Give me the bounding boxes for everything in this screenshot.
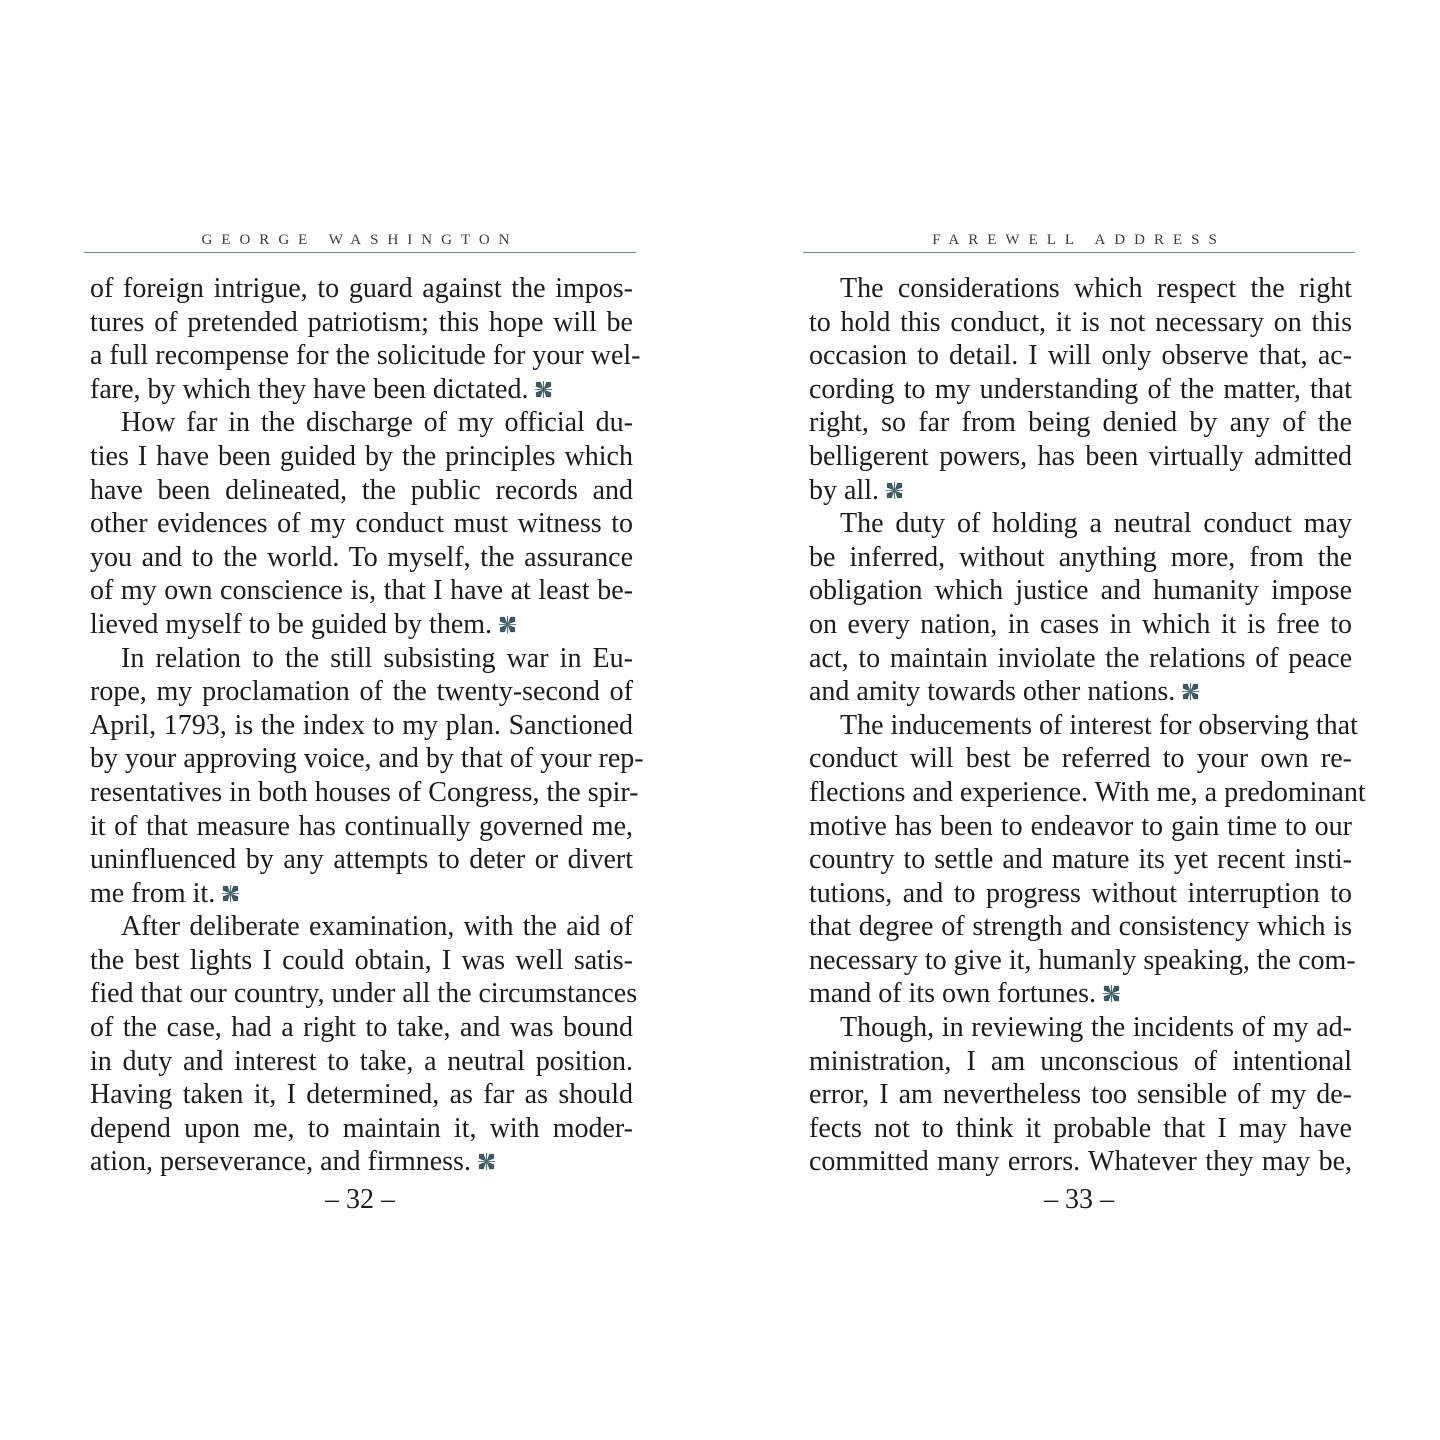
text-line: by all. bbox=[809, 474, 879, 506]
paragraph-end-line bbox=[809, 474, 1352, 508]
text-line: uninfluenced by any attempts to deter or divert bbox=[90, 844, 633, 876]
text-line: of the case, had a right to take, and was bound bbox=[90, 1012, 633, 1044]
text-line: tures of pretended patriotism; this hope will be bbox=[90, 306, 633, 338]
text-line: conduct will best be referred to your own re- bbox=[809, 743, 1352, 775]
text-line: of foreign intrigue, to guard against the impos- bbox=[90, 273, 633, 304]
text-line: other evidences of my conduct must witness to bbox=[90, 508, 633, 540]
text-line: After deliberate examination, with the aid of bbox=[121, 911, 633, 943]
paragraph-end-line bbox=[90, 1145, 633, 1179]
text-line: of my own conscience is, that I have at least be- bbox=[90, 575, 633, 607]
text-line: occasion to detail. I will only observe that, ac- bbox=[809, 340, 1352, 372]
right-page-body bbox=[803, 272, 1366, 1179]
text-line: fied that our country, under all the circumstances bbox=[90, 978, 638, 1010]
fleuron-icon bbox=[885, 481, 904, 500]
text-line: to hold this conduct, it is not necessary on this bbox=[809, 306, 1352, 338]
paragraph-end-line bbox=[809, 675, 1352, 709]
paragraph-end-line bbox=[90, 373, 633, 407]
text-line: by your approving voice, and by that of your rep- bbox=[90, 743, 644, 775]
page-number-left: – 32 – bbox=[325, 1184, 395, 1216]
text-line: ministration, I am unconscious of intentional bbox=[809, 1045, 1352, 1077]
text-line: be inferred, without anything more, from the bbox=[809, 541, 1352, 573]
text-line: The duty of holding a neutral conduct may bbox=[840, 508, 1352, 540]
running-head-right: FAREWELL ADDRESS bbox=[803, 228, 1355, 253]
text-line: motive has been to endeavor to gain time to our bbox=[809, 810, 1352, 842]
fleuron-icon bbox=[1102, 984, 1121, 1003]
text-line: tutions, and to progress without interruption to bbox=[809, 877, 1352, 909]
text-line: and amity towards other nations. bbox=[809, 676, 1176, 708]
text-line: committed many errors. Whatever they may be, bbox=[809, 1146, 1352, 1178]
text-line: fare, by which they have been dictated. bbox=[90, 373, 529, 405]
paragraph-end-line bbox=[809, 977, 1352, 1011]
fleuron-icon bbox=[477, 1152, 496, 1171]
text-line: belligerent powers, has been virtually admitted bbox=[809, 440, 1352, 472]
text-line: How far in the discharge of my official du- bbox=[121, 407, 633, 439]
text-line: ation, perseverance, and firmness. bbox=[90, 1146, 471, 1178]
text-line: a full recompense for the solicitude for your wel- bbox=[90, 340, 641, 372]
text-line: Having taken it, I determined, as far as should bbox=[90, 1079, 633, 1111]
text-line: The considerations which respect the right bbox=[840, 273, 1352, 304]
text-line: fects not to think it probable that I may have bbox=[809, 1112, 1352, 1144]
fleuron-icon bbox=[534, 380, 553, 399]
running-head-left: GEORGE WASHINGTON bbox=[84, 228, 636, 253]
text-line: the best lights I could obtain, I was well satis- bbox=[90, 944, 633, 976]
text-line: In relation to the still subsisting war in Eu- bbox=[121, 642, 633, 674]
paragraph-end-line bbox=[90, 608, 633, 642]
right-page bbox=[803, 228, 1366, 1217]
left-page bbox=[84, 228, 644, 1217]
text-line: on every nation, in cases in which it is free to bbox=[809, 608, 1352, 640]
text-line: error, I am nevertheless too sensible of my de- bbox=[809, 1079, 1352, 1111]
text-line: lieved myself to be guided by them. bbox=[90, 608, 493, 640]
paragraph-end-line bbox=[90, 877, 633, 911]
text-line: in duty and interest to take, a neutral position. bbox=[90, 1045, 633, 1077]
text-line: Though, in reviewing the incidents of my ad- bbox=[840, 1012, 1352, 1044]
text-line: rope, my proclamation of the twenty-second of bbox=[90, 676, 633, 708]
text-line: ties I have been guided by the principles which bbox=[90, 440, 633, 472]
text-line: The inducements of interest for observing that bbox=[840, 709, 1358, 741]
text-line: me from it. bbox=[90, 877, 216, 909]
text-line: April, 1793, is the index to my plan. Sanctioned bbox=[90, 709, 633, 741]
text-line: that degree of strength and consistency which is bbox=[809, 911, 1352, 943]
text-line: you and to the world. To myself, the assurance bbox=[90, 541, 633, 573]
fleuron-icon bbox=[1181, 682, 1200, 701]
text-line: mand of its own fortunes. bbox=[809, 978, 1096, 1010]
fleuron-icon bbox=[498, 615, 517, 634]
page-number-right: – 33 – bbox=[1044, 1184, 1114, 1216]
text-line: resentatives in both houses of Congress, the spir- bbox=[90, 776, 639, 808]
text-line: right, so far from being denied by any of the bbox=[809, 407, 1352, 439]
text-line: necessary to give it, humanly speaking, the com- bbox=[809, 944, 1356, 976]
text-line: cording to my understanding of the matter, that bbox=[809, 373, 1352, 405]
text-line: obligation which justice and humanity impose bbox=[809, 575, 1352, 607]
text-line: have been delineated, the public records and bbox=[90, 474, 633, 506]
text-line: depend upon me, to maintain it, with moder- bbox=[90, 1112, 633, 1144]
text-line: flections and experience. With me, a predominant bbox=[809, 776, 1366, 808]
fleuron-icon bbox=[221, 884, 240, 903]
text-line: it of that measure has continually governed me, bbox=[90, 810, 633, 842]
text-line: country to settle and mature its yet recent insti- bbox=[809, 844, 1352, 876]
text-line: act, to maintain inviolate the relations of peace bbox=[809, 642, 1352, 674]
left-page-body bbox=[84, 272, 644, 1179]
